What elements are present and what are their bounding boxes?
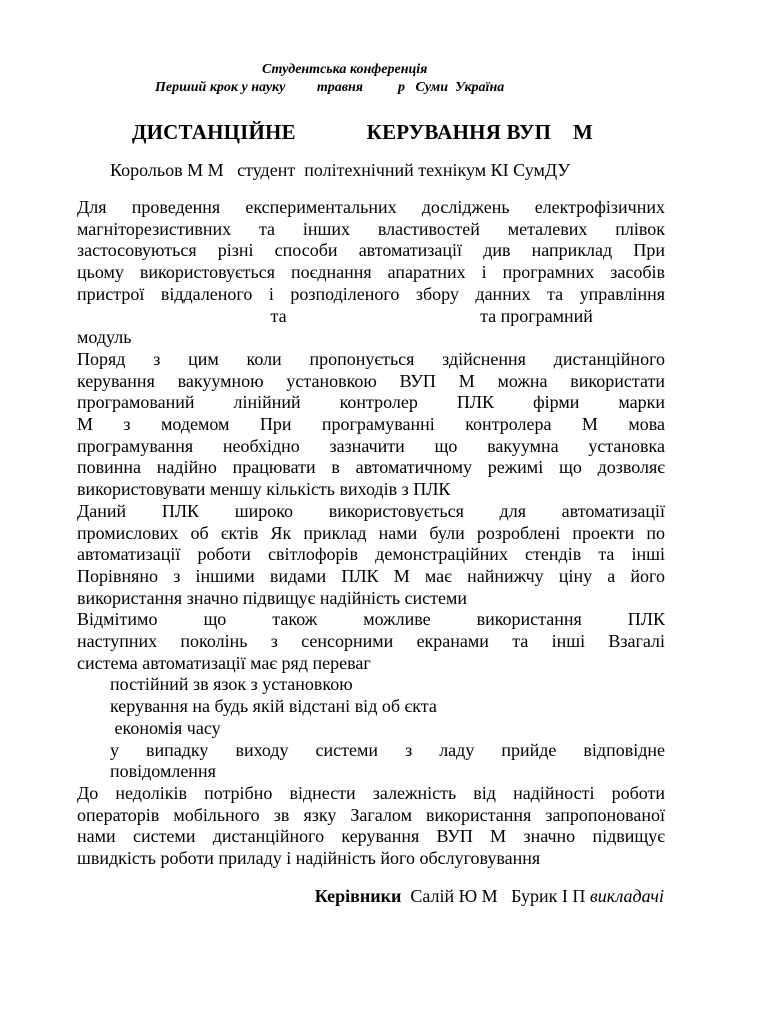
paragraph-conclusion — [53, 783, 665, 870]
advantages-list — [53, 674, 665, 783]
text-line: система автоматизації має ряд переваг — [77, 652, 371, 673]
text-line: модуль — [77, 327, 132, 348]
text-line: пристрої віддаленого і розподіленого збору данних та управління — [77, 283, 665, 304]
text-line: промислових об єктів Як приклад нами були розроблені проекти по — [77, 522, 665, 543]
text-line: повідомлення — [110, 761, 216, 782]
signature-line — [315, 886, 664, 907]
text-line: наступних поколінь з сенсорними екранами та інші Взагалі — [77, 631, 665, 652]
text-line: постійний зв язок з установкою — [110, 674, 353, 695]
document-title: ДИСТАНЦІЙНЕ КЕРУВАННЯ ВУП М — [132, 120, 593, 144]
paragraph-3 — [53, 501, 665, 610]
document-body — [53, 197, 665, 870]
list-item — [110, 718, 665, 740]
text-line: використання значно підвищує надійність системи — [77, 587, 468, 608]
text-line: використовувати меншу кількість виходів з ПЛК — [77, 479, 451, 500]
text-line: операторів мобільного зв язку Загалом використання запропонованої — [77, 804, 665, 825]
signature-role: викладачі — [589, 886, 664, 906]
list-item — [110, 674, 665, 696]
text-line: економія часу — [110, 717, 221, 738]
text-line: До недоліків потрібно віднести залежність від надійності роботи — [77, 782, 665, 803]
conference-subtitle: Перший крок у науку травня р Суми Україна — [155, 80, 505, 95]
text-line: програмування необхідно зазначити що вакуумна установка — [77, 435, 665, 456]
signature-names: Салій Ю М Бурик І П — [401, 886, 590, 906]
text-line: у випадку виходу системи з ладу прийде відповідне — [110, 739, 665, 760]
text-line: швидкість роботи приладу і надійність його обслуговування — [77, 848, 541, 869]
list-item — [110, 696, 665, 718]
list-item — [110, 740, 665, 783]
text-line: програмований лінійний контролер ПЛК фірми марки — [77, 392, 665, 413]
text-line: Даний ПЛК широко використовується для автоматизації — [77, 500, 665, 521]
paragraph-1 — [53, 197, 665, 349]
text-line: повинна надійно працювати в автоматичному режимі що дозволяє — [77, 457, 665, 478]
paragraph-4 — [53, 609, 665, 674]
paragraph-2 — [53, 349, 665, 501]
text-line: автоматизації роботи світлофорів демонстраційних стендів та інші — [77, 544, 665, 565]
text-line: керування вакуумною установкою ВУП М можна використати — [77, 370, 665, 391]
conference-title: Студентська конференція — [262, 62, 428, 77]
text-line: Поряд з цим коли пропонується здійснення дистанційного — [77, 348, 665, 369]
text-line: Відмітимо що також можливе використання ПЛК — [77, 609, 665, 630]
text-line: цьому використовується поєднання апаратних і програмних засобів — [77, 262, 665, 283]
text-line: керування на будь якій відстані від об єкта — [110, 696, 437, 717]
author-line: Корольов М М студент політехнічний технікум КІ СумДУ — [110, 160, 571, 180]
signature-label: Керівники — [314, 886, 402, 906]
text-line: та та програмний — [77, 305, 593, 326]
text-line: нами системи дистанційного керування ВУП М значно підвищує — [77, 826, 665, 847]
text-line: магніторезистивних та інших властивостей металевих плівок — [77, 218, 665, 239]
text-line: застосовуються різні способи автоматизації див наприклад При — [77, 240, 665, 261]
text-line: М з модемом При програмуванні контролера М мова — [77, 414, 665, 435]
text-line: Порівняно з іншими видами ПЛК М має найнижчу ціну а його — [77, 565, 665, 586]
text-line: Для проведення експериментальних досліджень електрофізичних — [77, 197, 665, 217]
